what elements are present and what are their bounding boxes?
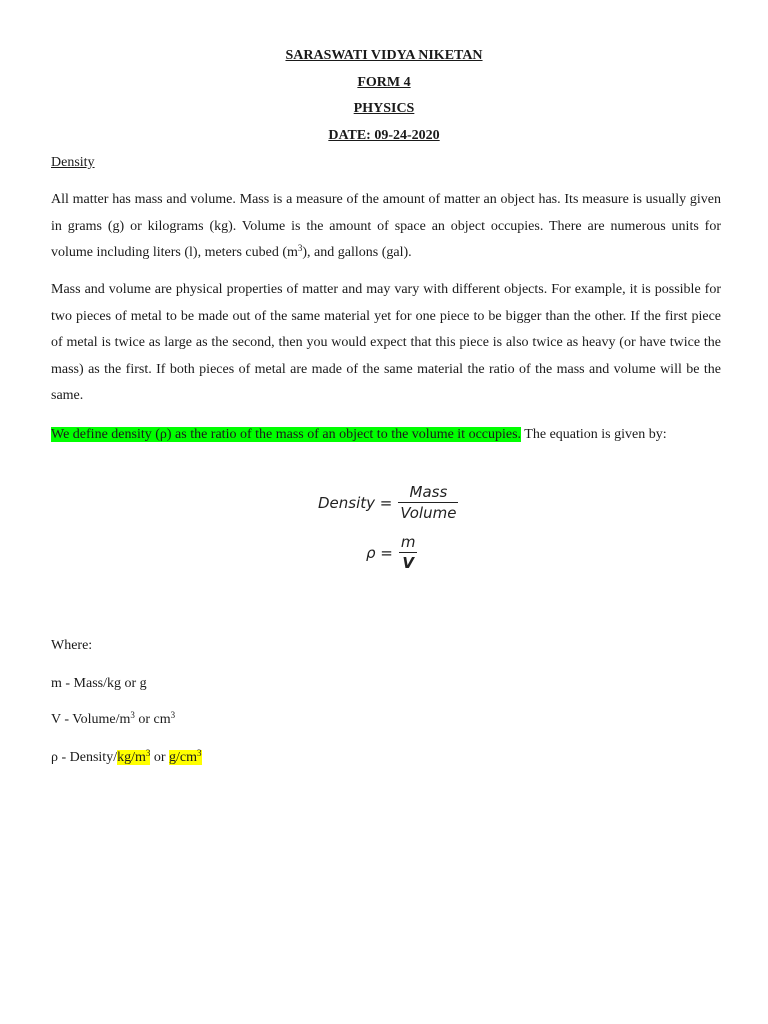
variable-text: ρ - Density/	[51, 750, 118, 765]
paragraph-physical-properties: Mass and volume are physical properties of matter and may vary with different objects. For example, it is possible for two pieces of metal to be made out of the same material yet for one piece to be bigger than the other. If the first piece of metal is twice as large as the second, then you would expect that this piece is also twice as heavy (or have twice the mass) as the first. If both pieces of metal are made of the same material the ratio of the mass and volume will be the same.	[51, 282, 721, 403]
school-name: SARASWATI VIDYA NIKETAN	[285, 48, 483, 63]
equation-lhs: ρ =	[366, 543, 393, 562]
highlighted-definition: We define density (ρ) as the ratio of the mass of an object to the volume it occupies.	[51, 427, 522, 442]
equation-denominator: Volume	[400, 504, 457, 522]
rho-equation	[366, 532, 417, 573]
equation-numerator: m	[400, 533, 416, 551]
variable-text: or	[150, 750, 170, 765]
equation-fraction	[398, 482, 458, 523]
where-label: Where:	[51, 638, 93, 653]
variable-mass: m - Mass/kg or g	[51, 676, 147, 691]
highlighted-unit	[117, 750, 150, 765]
variable-volume	[51, 711, 175, 729]
superscript: 3	[197, 748, 202, 758]
superscript: 3	[145, 748, 151, 758]
variable-density	[51, 749, 202, 767]
paragraph-text: All matter has mass and volume. Mass is a measure of the amount of matter an object has. Its measure is usually given in grams (g) or kilograms (kg). Volume is the amount of space an object occupies. There are numerous units for volume including liters (l), meters cubed (m	[51, 192, 721, 260]
unit-text: kg/m	[117, 750, 146, 765]
section-title: Density	[51, 155, 95, 170]
equation-fraction	[399, 532, 418, 573]
form-label: FORM 4	[357, 75, 411, 90]
unit-text: g/cm	[169, 750, 198, 765]
variable-text: V - Volume/m	[51, 712, 131, 727]
superscript: 3	[297, 243, 303, 253]
superscript: 3	[130, 710, 135, 720]
paragraph-text: ), and gallons (gal).	[302, 245, 412, 260]
subject-label: PHYSICS	[353, 101, 415, 116]
paragraph-text: The equation is given by:	[521, 427, 667, 442]
equation-numerator: Mass	[409, 483, 448, 501]
equation-lhs: Density =	[318, 493, 393, 512]
paragraph-density-definition	[51, 422, 721, 449]
superscript: 3	[170, 710, 176, 720]
date-label: DATE: 09-24-2020	[328, 128, 440, 143]
equation-denominator: V	[402, 554, 414, 572]
paragraph-mass-volume	[51, 187, 721, 267]
variable-text: or cm	[134, 712, 171, 727]
highlighted-unit	[169, 750, 202, 765]
density-equation	[318, 482, 458, 523]
